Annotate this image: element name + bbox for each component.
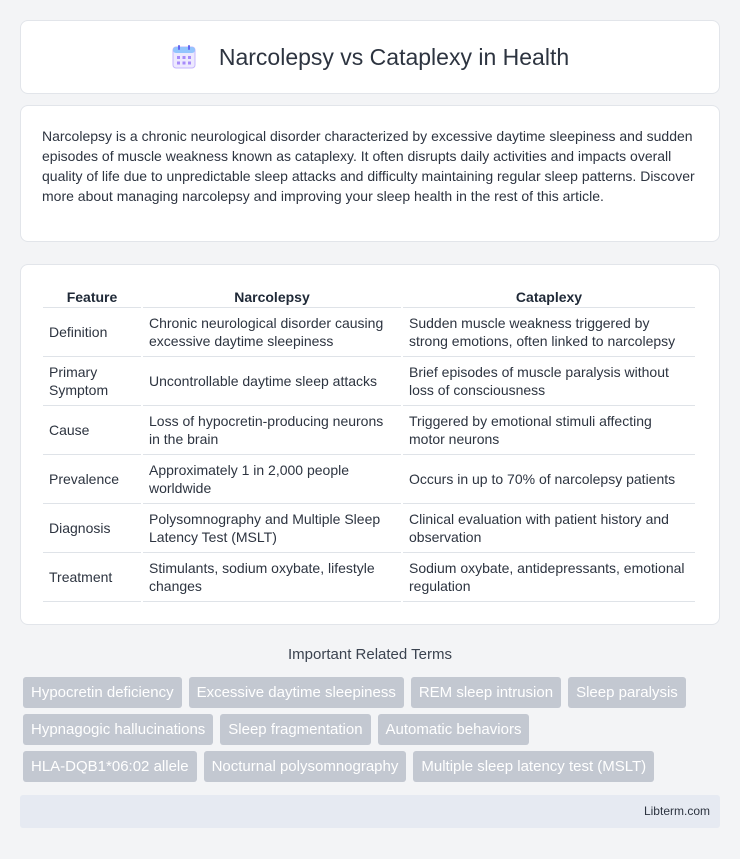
intro-card bbox=[20, 105, 720, 242]
table-cell-narcolepsy: Approximately 1 in 2,000 people worldwide bbox=[143, 455, 401, 504]
table-cell-cataplexy: Sodium oxybate, antidepressants, emotional regulation bbox=[403, 553, 695, 602]
column-header-narcolepsy: Narcolepsy bbox=[143, 286, 401, 308]
footer-credit[interactable]: Libterm.com bbox=[643, 804, 710, 818]
table-cell-cataplexy: Triggered by emotional stimuli affecting motor neurons bbox=[403, 406, 695, 455]
table-row bbox=[43, 406, 695, 455]
table-cell-feature: Diagnosis bbox=[43, 504, 141, 553]
table-row bbox=[43, 308, 695, 357]
table-cell-feature: Cause bbox=[43, 406, 141, 455]
related-term-tag[interactable]: Sleep paralysis bbox=[568, 677, 686, 708]
table-cell-cataplexy: Brief episodes of muscle paralysis without loss of consciousness bbox=[403, 357, 695, 406]
table-header-row bbox=[43, 286, 695, 308]
column-header-cataplexy: Cataplexy bbox=[403, 286, 695, 308]
calendar-icon bbox=[171, 44, 197, 70]
related-term-tag[interactable]: Hypocretin deficiency bbox=[23, 677, 182, 708]
related-term-tag[interactable]: Automatic behaviors bbox=[378, 714, 530, 745]
tag-row bbox=[23, 751, 723, 782]
footer bbox=[20, 795, 720, 828]
comparison-table-card bbox=[20, 264, 720, 625]
table-cell-feature: Definition bbox=[43, 308, 141, 357]
table-cell-cataplexy: Occurs in up to 70% of narcolepsy patients bbox=[403, 455, 695, 504]
table-cell-feature: Treatment bbox=[43, 553, 141, 602]
table-row bbox=[43, 553, 695, 602]
page-title: Narcolepsy vs Cataplexy in Health bbox=[218, 43, 570, 70]
related-term-tag[interactable]: HLA-DQB1*06:02 allele bbox=[23, 751, 197, 782]
related-term-tag[interactable]: Nocturnal polysomnography bbox=[204, 751, 407, 782]
related-term-tag[interactable]: Hypnagogic hallucinations bbox=[23, 714, 213, 745]
table-cell-feature: Prevalence bbox=[43, 455, 141, 504]
related-term-tag[interactable]: Sleep fragmentation bbox=[220, 714, 370, 745]
table-row bbox=[43, 455, 695, 504]
table-row bbox=[43, 357, 695, 406]
table-cell-narcolepsy: Chronic neurological disorder causing excessive daytime sleepiness bbox=[143, 308, 401, 357]
intro-text: Narcolepsy is a chronic neurological disorder characterized by excessive daytime sleepiness and sudden episodes of muscle weakness known as cataplexy. It often disrupts daily activities and impacts overall quality of life due to unpredictable sleep attacks and difficulty maintaining regular sleep patterns. Discover more about managing narcolepsy and improving your sleep health in the rest of this article. bbox=[42, 128, 695, 204]
header-card bbox=[20, 20, 720, 94]
related-terms-title: Important Related Terms bbox=[288, 646, 452, 663]
related-terms-tags bbox=[23, 677, 723, 788]
table-cell-cataplexy: Clinical evaluation with patient history and observation bbox=[403, 504, 695, 553]
tag-row bbox=[23, 677, 723, 708]
related-term-tag[interactable]: Excessive daytime sleepiness bbox=[189, 677, 404, 708]
table-cell-cataplexy: Sudden muscle weakness triggered by strong emotions, often linked to narcolepsy bbox=[403, 308, 695, 357]
table-cell-narcolepsy: Loss of hypocretin-producing neurons in the brain bbox=[143, 406, 401, 455]
related-term-tag[interactable]: REM sleep intrusion bbox=[411, 677, 561, 708]
table-row bbox=[43, 504, 695, 553]
table-cell-feature: Primary Symptom bbox=[43, 357, 141, 406]
table-cell-narcolepsy: Polysomnography and Multiple Sleep Latency Test (MSLT) bbox=[143, 504, 401, 553]
comparison-table bbox=[41, 286, 697, 602]
related-term-tag[interactable]: Multiple sleep latency test (MSLT) bbox=[413, 751, 654, 782]
table-cell-narcolepsy: Stimulants, sodium oxybate, lifestyle changes bbox=[143, 553, 401, 602]
table-cell-narcolepsy: Uncontrollable daytime sleep attacks bbox=[143, 357, 401, 406]
column-header-feature: Feature bbox=[43, 286, 141, 308]
tag-row bbox=[23, 714, 723, 745]
